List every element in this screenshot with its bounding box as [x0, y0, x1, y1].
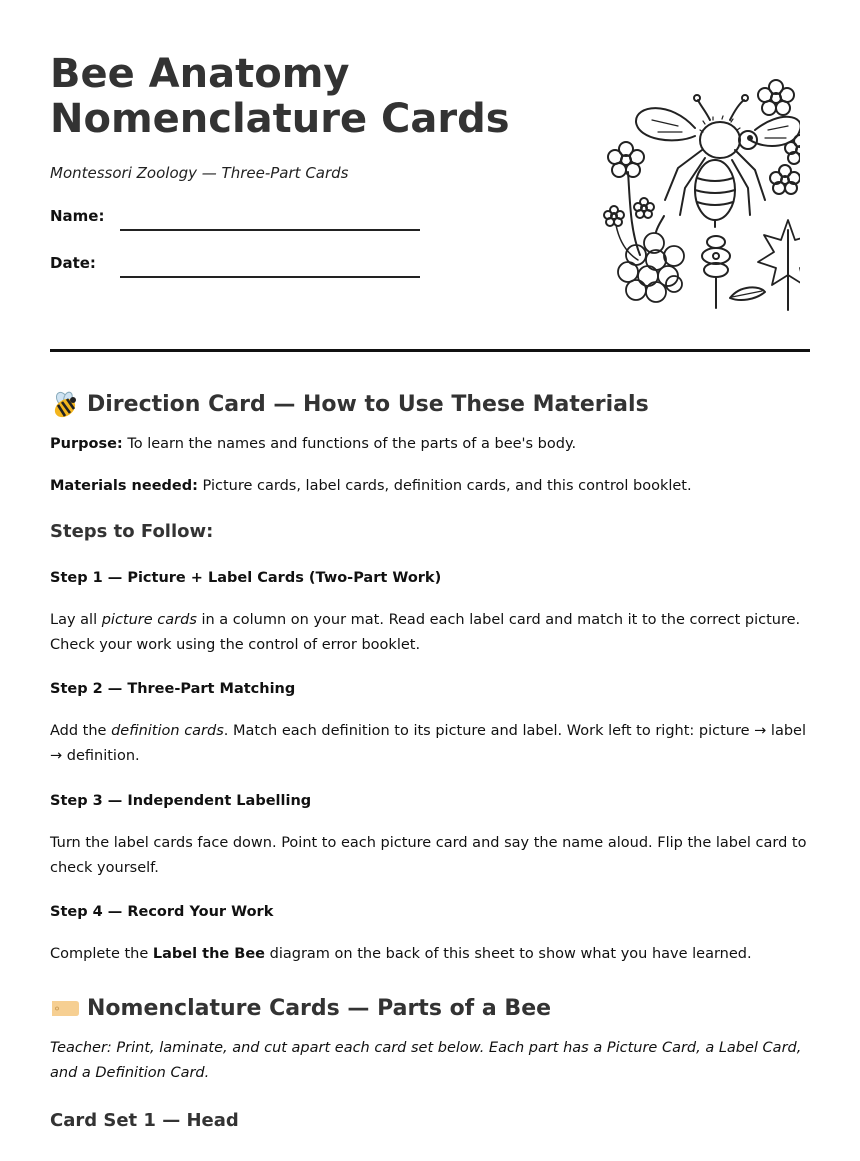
step-2-heading: Step 2 — Three-Part Matching: [50, 681, 296, 697]
step-1-heading: Step 1 — Picture + Label Cards (Two-Part Work): [50, 570, 442, 586]
steps-heading: Steps to Follow:: [50, 521, 214, 542]
worksheet-header: [50, 0, 810, 352]
step-1-text-post: in a column on your mat. Read each label card and match it to the correct picture. Check your work using the control of error booklet.: [50, 612, 801, 653]
date-line[interactable]: [120, 276, 420, 278]
materials-label: Materials needed:: [50, 478, 198, 494]
direction-card-heading-text: Direction Card — How to Use These Materials: [87, 391, 649, 417]
step-2-text-pre: Add the: [50, 723, 112, 739]
step-4-text-pre: Complete the: [50, 946, 153, 962]
step-4-text: [50, 942, 810, 967]
bee-illustration: [550, 70, 800, 315]
nomenclature-cards-heading-text: Nomenclature Cards — Parts of a Bee: [87, 995, 552, 1021]
title-line-2: Nomenclature Cards: [50, 96, 510, 142]
teacher-note: Teacher: Print, laminate, and cut apart each card set below. Each part has a Picture Card, a Label Card, and a Definition Card.: [50, 1040, 802, 1081]
step-2-text-em: definition cards: [111, 723, 224, 739]
step-3-text: Turn the label cards face down. Point to each picture card and say the name aloud. Flip the label card to check yourself.: [50, 835, 807, 876]
title-line-1: Bee Anatomy: [50, 51, 350, 97]
name-line[interactable]: [120, 229, 420, 231]
step-1-text-em: picture cards: [101, 612, 197, 628]
header-divider: [50, 349, 810, 352]
step-1-text: [50, 608, 810, 658]
bee-emoji-icon: [50, 389, 80, 419]
step-2-text: [50, 719, 810, 769]
purpose-paragraph: [50, 432, 810, 457]
subtitle: Montessori Zoology — Three-Part Cards: [50, 164, 349, 182]
step-2-text-post: . Match each definition to its picture and label. Work left to right: picture → label → definition.: [50, 723, 806, 764]
purpose-label: Purpose:: [50, 436, 123, 452]
purpose-text: To learn the names and functions of the parts of a bee's body.: [122, 436, 577, 452]
step-3-heading: Step 3 — Independent Labelling: [50, 793, 312, 809]
page-title: [50, 52, 510, 142]
label-tag-icon: [50, 993, 80, 1023]
direction-card-heading: [50, 386, 810, 422]
materials-text: Picture cards, label cards, definition cards, and this control booklet.: [197, 478, 692, 494]
step-4-text-post: diagram on the back of this sheet to show what you have learned.: [265, 946, 752, 962]
step-1-text-pre: Lay all: [50, 612, 102, 628]
step-4-text-strong: Label the Bee: [152, 946, 266, 962]
materials-paragraph: [50, 474, 810, 499]
main-content: [50, 386, 810, 1133]
name-label: Name:: [50, 207, 105, 225]
nomenclature-cards-heading: [50, 990, 810, 1026]
date-label: Date:: [50, 254, 96, 272]
card-set-1-heading: Card Set 1 — Head: [50, 1110, 239, 1131]
step-4-heading: Step 4 — Record Your Work: [50, 904, 274, 920]
